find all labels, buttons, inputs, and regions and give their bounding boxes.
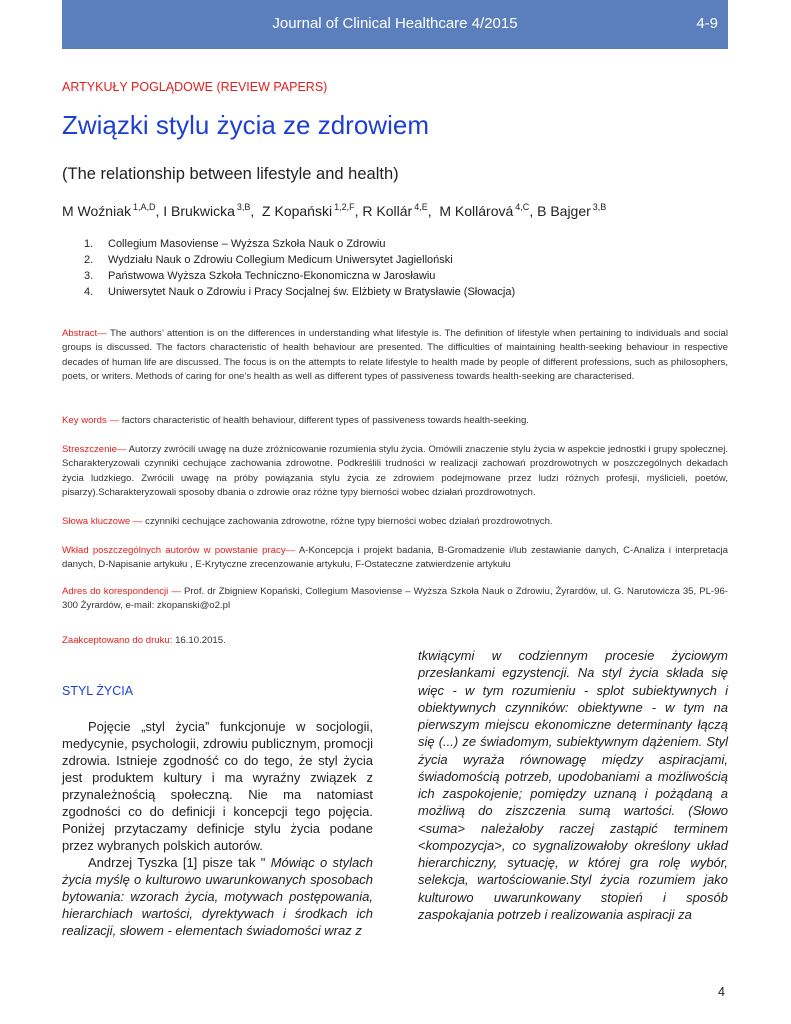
affiliation-item: 1. Collegium Masoviense – Wyższa Szkoła Nauk o Zdrowiu [84,238,386,250]
author-contributions-label: Wkład poszczególnych autorów w powstanie pracy— [62,545,296,556]
author-list: M Woźniak $^{1,A,D}$, I Brukwicka $^{3,B}$, Z Kopański $^{1,2,F}$, R Kollár $^{4,E}$, M Kollárová $^{4,C}$, B Bajger $^{3,B}$ [62,202,607,219]
affiliation-list [84,236,515,300]
accepted-date: Zaakceptowano do druku: 16.10.2015. [62,635,226,646]
affiliation-item: 2. Wydziału Nauk o Zdrowiu Collegium Medicum Uniwersytet Jagielloński [84,254,453,266]
author: Z Kopański $^{1,2,F}$ [262,202,355,219]
article-subtitle: (The relationship between lifestyle and health) [62,165,399,183]
polish-abstract: Streszczenie— Autorzy zwrócili uwagę na duże zróżnicowanie rozumienia stylu życia. Omówili znaczenie stylu życia w aspekcie jednostki i grupy społecznej. Scharakteryzowali czynniki cechujące zachowania zdrowotne. Podkreślili trudności w realizacji zachowań prozdrowotnych w poszczególnych dekadach życia ludzkiego. Zwrócili uwagę na próby powiązania stylu życia ze zdrowiem podejmowane przez ludzi różnych profesji, myślicieli, poetów, pisarzy).Scharakteryzowali sposoby dbania o zdrowie oraz różne typy bierności wobec działań prozdrowotnych. [62,444,728,498]
abstract: Abstract— The authors’ attention is on the differences in understanding what lifestyle is. The definition of lifestyle when pertaining to individuals and social groups is discussed. The factors characteristic of health behaviour are presented. The difficulties of maintaining health-seeking behaviour in respective decades of human life are discussed. The focus is on the attempts to relate lifestyle to health made by people of different professions, such as philosophers, poets, or writers. Methods of caring for one’s health as well as different types of passiveness towards health-seeking are characterised. [62,328,728,382]
polish-keywords-label: Słowa kluczowe — [62,516,143,527]
keywords: Key words — factors characteristic of health behaviour, different types of passiveness towards health-seeking. [62,415,529,426]
section-heading: STYL ŻYCIA [62,684,134,698]
body-column-left [62,718,373,939]
abstract-label: Abstract— [62,328,107,339]
article-category: ARTYKUŁY POGLĄDOWE (REVIEW PAPERS) [62,80,328,94]
body-paragraph: Andrzej Tyszka [1] pisze tak " Mówiąc o stylach życia myślę o kulturowo uwarunkowanych sposobach bytowania: wzorach życia, motywach postępowania, hierarchiach wartości, dyrektywach i środkach ich realizacji, słowem - elementach świadomości wraz z [62,855,373,938]
author: I Brukwicka $^{3,B}$ [163,202,251,219]
correspondence-label: Adres do korespondencji — [62,586,181,597]
correspondence-address: Adres do korespondencji — Prof. dr Zbigniew Kopański, Collegium Masoviense – Wyższa Szkoła Nauk o Zdrowiu, Żyrardów, ul. G. Narutowicza 35, PL-96-300 Żyrardów, e-mail: zkopanski@o2.pl [62,586,728,612]
author: M Kollárová $^{4,C}$ [439,202,530,219]
journal-title: Journal of Clinical Healthcare 4/2015 [272,15,518,32]
author: R Kollár $^{4,E}$ [362,202,428,219]
page-number: 4 [718,985,725,999]
author: M Woźniak $^{1,A,D}$ [62,202,156,219]
polish-abstract-label: Streszczenie— [62,444,127,455]
body-paragraph: Pojęcie „styl życia” funkcjonuje w socjologii, medycynie, psychologii, zdrowiu publicznym, promocji zdrowia. Istnieje zgodność co do tego, że styl życia jest produktem kultury i ma wyraźny związek z przynależnością społeczną. Nie ma natomiast zgodności co do definicji i koncepcji tego pojęcia. Poniżej przytaczamy definicje stylu życia podane przez wybranych polskich autorów. [62,719,373,853]
keywords-label: Key words — [62,415,120,426]
affiliation-item: 3. Państwowa Wyższa Szkoła Techniczno-Ekonomiczna w Jarosławiu [84,270,436,282]
body-column-right: tkwiącymi w codziennym procesie życiowym przesłankami egzystencji. Na styl życia składa się więc - w tym rozumieniu - splot subiektywnych i obiektywnych czynników: obiektywne - w tym na pierwszym miejscu ekonomiczne determinanty łączą się (...) ze świadomym, subiektywnym dążeniem. Styl życia wyraża równowagę między aspiracjami, świadomością potrzeb, upodobaniami a możliwością ich zaspokojenie; pomiędzy uznaną i pożądaną a możliwą do ziszczenia sumą wartości. (Słowo <suma> należałoby raczej zastąpić terminem <kompozycja>, co sygnalizowałoby określony układ hierarchiczny, sytuację, w której gra rolę wybór, selekcja, wartościowanie.Styl życia rozumiem jako kulturowo uwarunkowany stopień i sposób zaspokajania potrzeb i realizowania aspiracji za [418,648,728,922]
polish-keywords: Słowa kluczowe — czynniki cechujące zachowania zdrowotne, różne typy bierności wobec działań prozdrowotnych. [62,516,553,527]
author-contributions: Wkład poszczególnych autorów w powstanie pracy— A-Koncepcja i projekt badania, B-Gromadzenie i/lub zestawianie danych, C-Analiza i interpretacja danych, D-Napisanie artykułu , E-Krytyczne zrecenzowanie artykułu, F-Ostateczne zatwierdzenie artykułu [62,545,729,571]
author: B Bajger $^{3,B}$ [537,202,607,219]
article-title: Związki stylu życia ze zdrowiem [62,110,429,140]
journal-header-bar [62,0,728,49]
page-range: 4-9 [696,15,718,32]
affiliation-item: 4. Uniwersytet Nauk o Zdrowiu i Pracy Socjalnej św. Elżbiety w Bratysławie (Słowacja) [84,286,516,298]
